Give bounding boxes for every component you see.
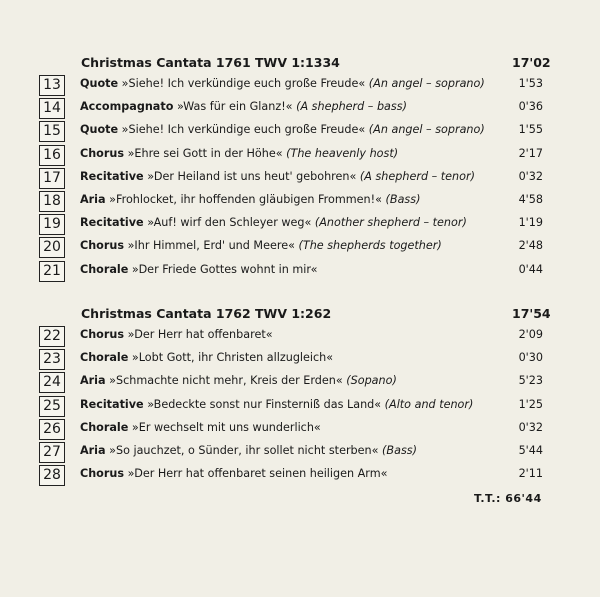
track-number: 27 <box>39 442 65 463</box>
section-title: Christmas Cantata 1762 TWV 1:262 <box>81 306 332 321</box>
track-row <box>39 168 559 189</box>
track-row <box>39 214 559 235</box>
movement-type: Aria <box>80 374 106 388</box>
track-text: »Schmachte nicht mehr, Kreis der Erden« <box>109 374 343 388</box>
movement-type: Chorale <box>80 420 129 434</box>
track-duration: 0'44 <box>518 262 543 276</box>
track-number: 24 <box>39 372 65 393</box>
track-title <box>80 147 510 160</box>
track-text: »Ihr Himmel, Erd' und Meere« <box>127 239 295 253</box>
movement-type: Accompagnato <box>80 100 174 114</box>
track-duration: 2'17 <box>518 146 543 160</box>
voice-role: (Another shepherd – tenor) <box>314 216 467 230</box>
track-title <box>80 263 510 276</box>
track-duration: 5'23 <box>518 374 543 388</box>
track-number: 21 <box>39 261 65 282</box>
movement-type: Chorus <box>80 239 125 253</box>
track-text: »Lobt Gott, ihr Christen allzugleich« <box>131 351 334 365</box>
track-title <box>80 100 510 113</box>
voice-role: (The heavenly host) <box>286 146 399 160</box>
voice-role: (A shepherd – tenor) <box>359 169 475 183</box>
track-duration: 1'19 <box>518 216 543 230</box>
track-row <box>39 419 559 440</box>
track-duration: 0'30 <box>518 351 543 365</box>
track-duration: 4'58 <box>518 193 543 206</box>
track-title <box>80 374 510 387</box>
movement-type: Chorus <box>80 146 125 160</box>
movement-type: Quote <box>80 77 119 90</box>
track-title <box>80 239 510 252</box>
track-number: 23 <box>39 349 65 370</box>
track-text: »Siehe! Ich verkündige euch große Freude« <box>121 77 366 90</box>
track-title <box>80 77 510 90</box>
track-title <box>80 123 510 136</box>
track-text: »Der Herr hat offenbaret« <box>127 328 273 341</box>
movement-type: Aria <box>80 193 106 206</box>
track-row <box>39 191 559 212</box>
track-duration: 2'11 <box>518 467 543 481</box>
track-text: »Bedeckte sonst nur Finsterniß das Land« <box>147 397 382 411</box>
track-title <box>80 398 510 411</box>
track-duration: 2'09 <box>518 328 543 341</box>
track-duration: 1'53 <box>518 77 543 90</box>
track-text: »Der Friede Gottes wohnt in mir« <box>131 262 318 276</box>
movement-type: Quote <box>80 123 119 137</box>
track-duration: 0'32 <box>518 169 543 183</box>
voice-role: (The shepherds together) <box>298 239 442 253</box>
track-duration: 1'25 <box>518 397 543 411</box>
track-number: 14 <box>39 98 65 119</box>
voice-role: (An angel – soprano) <box>368 123 485 137</box>
section-time: 17'02 <box>512 55 551 70</box>
track-text: »Der Herr hat offenbaret seinen heiligen Arm« <box>127 467 388 481</box>
voice-role: (Sopano) <box>346 374 397 388</box>
track-text: »Auf! wirf den Schleyer weg« <box>147 216 312 230</box>
track-number: 20 <box>39 237 65 258</box>
movement-type: Recitative <box>80 397 144 411</box>
movement-type: Chorale <box>80 262 129 276</box>
track-duration: 2'48 <box>518 239 543 253</box>
track-row <box>39 465 559 486</box>
movement-type: Chorale <box>80 351 129 365</box>
movement-type: Chorus <box>80 467 125 481</box>
track-number: 13 <box>39 75 65 96</box>
track-number: 28 <box>39 465 65 486</box>
track-row <box>39 349 559 370</box>
track-title <box>80 467 510 480</box>
track-row <box>39 98 559 119</box>
track-row <box>39 75 559 96</box>
track-duration: 0'36 <box>518 100 543 114</box>
track-number: 25 <box>39 396 65 417</box>
track-title <box>80 421 510 434</box>
movement-type: Recitative <box>80 169 144 183</box>
movement-type: Chorus <box>80 328 125 341</box>
voice-role: (An angel – soprano) <box>368 77 485 90</box>
track-text: »Ehre sei Gott in der Höhe« <box>127 146 283 160</box>
track-number: 22 <box>39 326 65 347</box>
track-row <box>39 442 559 463</box>
track-number: 15 <box>39 121 65 142</box>
track-text: »Siehe! Ich verkündige euch große Freude« <box>121 123 366 137</box>
track-row <box>39 121 559 142</box>
track-text: »Was für ein Glanz!« <box>176 100 293 114</box>
track-number: 17 <box>39 168 65 189</box>
track-number: 16 <box>39 145 65 166</box>
track-number: 18 <box>39 191 65 212</box>
track-row <box>39 396 559 417</box>
track-duration: 5'44 <box>518 444 543 457</box>
voice-role: (Alto and tenor) <box>384 397 474 411</box>
track-row <box>39 145 559 166</box>
track-title <box>80 444 510 457</box>
track-number: 26 <box>39 419 65 440</box>
voice-role: (A shepherd – bass) <box>296 100 407 114</box>
track-text: »Frohlocket, ihr hoffenden gläubigen Frommen!« <box>109 193 382 206</box>
total-time: T.T.: 66'44 <box>474 492 542 505</box>
track-title <box>80 351 510 364</box>
track-duration: 0'32 <box>518 420 543 434</box>
track-duration: 1'55 <box>518 123 543 137</box>
track-row <box>39 237 559 258</box>
track-text: »Der Heiland ist uns heut' gebohren« <box>147 169 357 183</box>
track-title <box>80 328 510 341</box>
track-text: »Er wechselt mit uns wunderlich« <box>131 420 321 434</box>
movement-type: Recitative <box>80 216 144 230</box>
voice-role: (Bass) <box>382 444 417 457</box>
section-title: Christmas Cantata 1761 TWV 1:1334 <box>81 55 340 70</box>
track-title <box>80 216 510 229</box>
section-time: 17'54 <box>512 306 551 321</box>
voice-role: (Bass) <box>385 193 421 206</box>
movement-type: Aria <box>80 444 106 457</box>
track-text: »So jauchzet, o Sünder, ihr sollet nicht sterben« <box>109 444 379 457</box>
track-row <box>39 326 559 347</box>
track-row <box>39 261 559 282</box>
track-title <box>80 170 510 183</box>
track-title <box>80 193 510 206</box>
track-number: 19 <box>39 214 65 235</box>
track-row <box>39 372 559 393</box>
